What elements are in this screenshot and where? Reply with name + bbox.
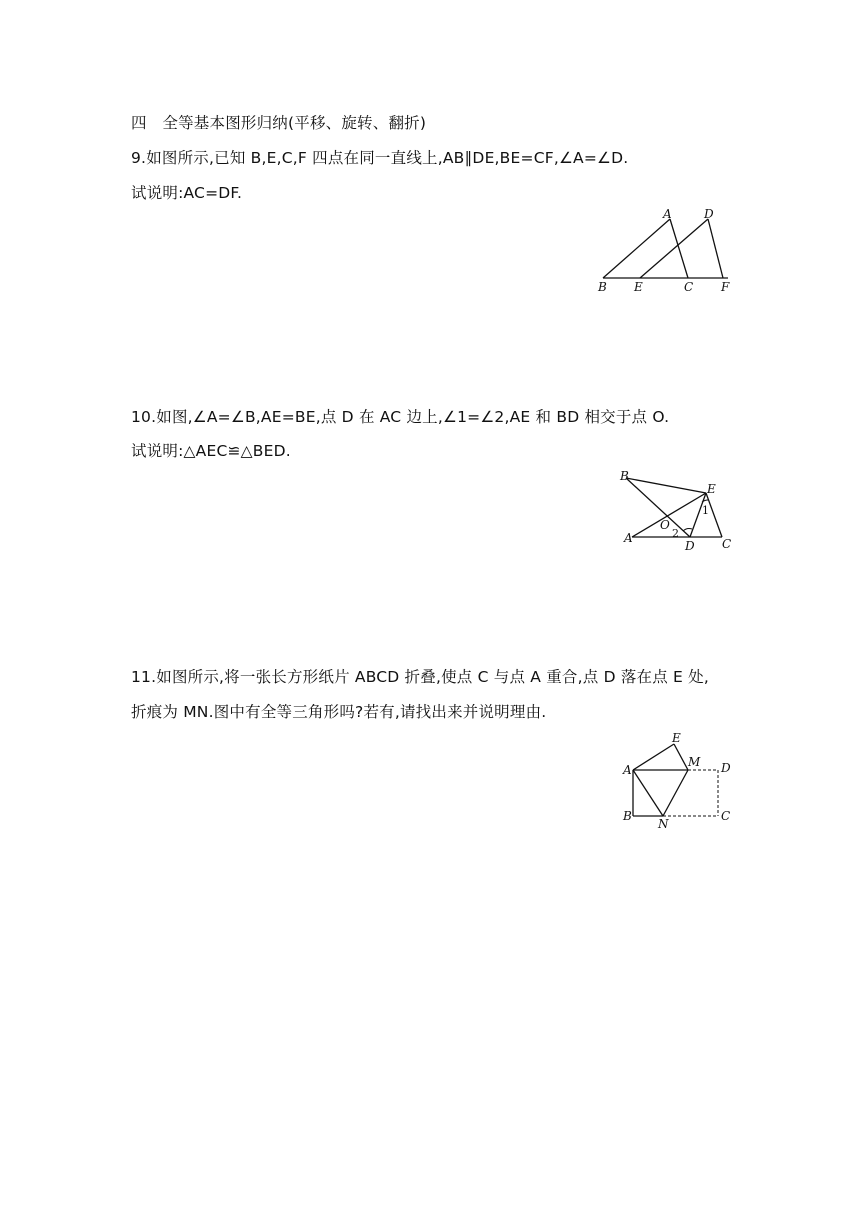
angle-2-arc	[683, 529, 692, 531]
problem-10-figure	[612, 464, 742, 554]
label-d: D	[721, 761, 731, 775]
label-d: D	[704, 207, 714, 221]
label-c: C	[684, 280, 694, 294]
segment-ae	[633, 744, 674, 770]
segment-be	[626, 478, 706, 493]
label-e: E	[672, 731, 681, 745]
label-b: B	[598, 280, 607, 294]
label-f: F	[721, 280, 730, 294]
label-a: A	[623, 763, 632, 777]
label-2: 2	[672, 527, 679, 540]
label-b: B	[620, 469, 629, 483]
segment-df	[708, 219, 723, 278]
section-heading: 四 全等基本图形归纳(平移、旋转、翻折)	[131, 114, 427, 132]
problem-9-statement: 9.如图所示,已知 B,E,C,F 四点在同一直线上,AB∥DE,BE=CF,∠A=∠D.	[131, 149, 629, 167]
label-c: C	[722, 537, 732, 551]
label-m: M	[688, 755, 701, 769]
problem-11-statement: 11.如图所示,将一张长方形纸片 ABCD 折叠,使点 C 与点 A 重合,点 D 落在点 E 处,	[131, 668, 710, 686]
label-b: B	[623, 809, 632, 823]
label-d: D	[685, 539, 695, 553]
problem-11-task: 折痕为 MN.图中有全等三角形吗?若有,请找出来并说明理由.	[131, 703, 547, 721]
problem-10-statement: 10.如图,∠A=∠B,AE=BE,点 D 在 AC 边上,∠1=∠2,AE 和 BD 相交于点 O.	[131, 408, 670, 426]
label-n: N	[658, 817, 669, 831]
segment-em	[674, 744, 688, 770]
segment-ac	[670, 219, 688, 278]
label-c: C	[721, 809, 731, 823]
label-a: A	[624, 531, 633, 545]
problem-10-task: 试说明:△AEC≌△BED.	[131, 442, 291, 460]
label-1: 1	[702, 504, 709, 517]
label-o: O	[660, 518, 670, 532]
segment-nm	[663, 770, 688, 816]
problem-9-figure	[590, 205, 740, 295]
problem-11-figure	[618, 728, 743, 832]
problem-9-task: 试说明:AC=DF.	[131, 184, 243, 202]
label-a: A	[663, 207, 672, 221]
segment-ab	[603, 219, 670, 278]
label-e: E	[634, 280, 643, 294]
label-e: E	[707, 482, 716, 496]
segment-an	[633, 770, 663, 816]
segment-ed	[640, 219, 708, 278]
